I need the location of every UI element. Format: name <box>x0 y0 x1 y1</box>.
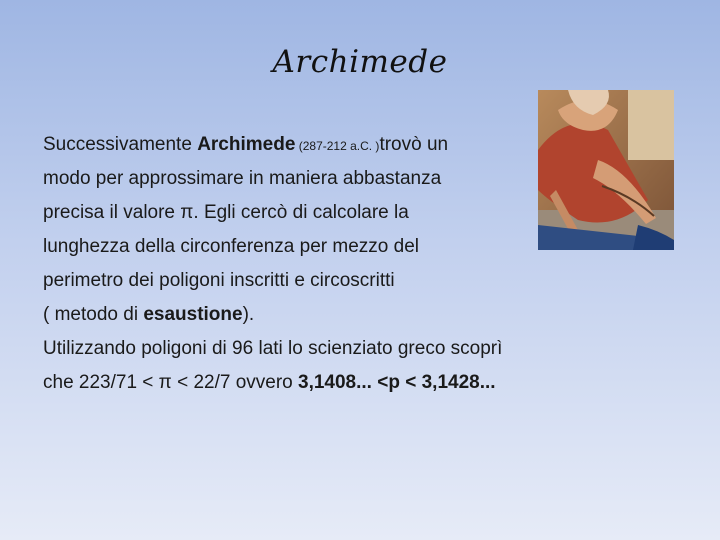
text-line-7: Utilizzando poligoni di 96 lati lo scienziato greco scoprì <box>43 338 503 359</box>
text-line-1 <box>43 128 703 162</box>
text-segment: ). <box>242 304 255 325</box>
method-name: esaustione <box>143 304 243 325</box>
body-text <box>43 128 703 400</box>
text-line-3: precisa il valore π. Egli cercò di calcolare la <box>43 202 409 223</box>
archimede-name: Archimede <box>197 134 296 155</box>
dates-text: (287-212 a.C. ) <box>295 139 380 153</box>
text-line-5: perimetro dei poligoni inscritti e circoscritti <box>43 270 395 291</box>
text-segment: ( metodo di <box>43 304 144 325</box>
text-line-2: modo per approssimare in maniera abbastanza <box>43 168 442 189</box>
slide-title: Archimede <box>272 44 448 80</box>
pi-estimate: 3,1408... <p < 3,1428... <box>298 372 496 393</box>
text-segment: Successivamente <box>43 134 198 155</box>
text-segment: trovò un <box>379 134 449 155</box>
text-line-4: lunghezza della circonferenza per mezzo del <box>43 236 419 257</box>
text-line-8 <box>43 366 703 400</box>
text-segment: che 223/71 < π < 22/7 ovvero <box>43 372 299 393</box>
text-line-6 <box>43 298 703 332</box>
